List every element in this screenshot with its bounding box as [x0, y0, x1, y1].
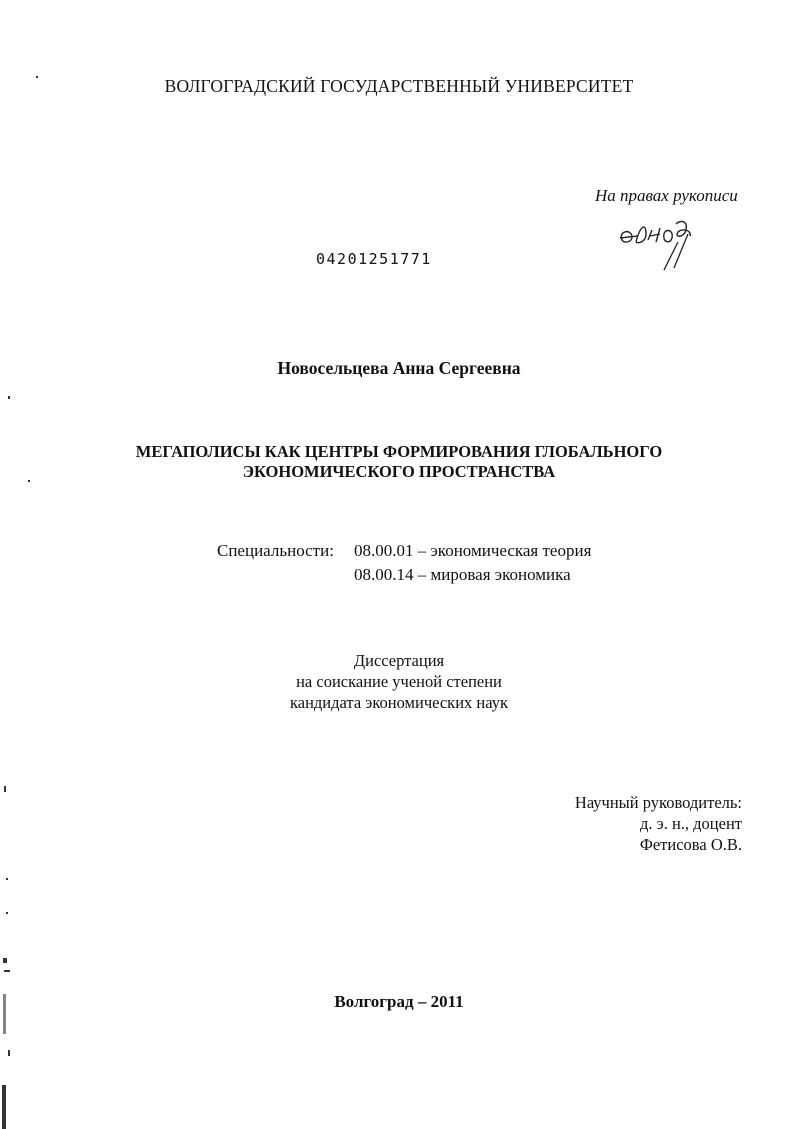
title-line-1: МЕГАПОЛИСЫ КАК ЦЕНТРЫ ФОРМИРОВАНИЯ ГЛОБАЛЬНОГО — [135, 442, 663, 461]
manuscript-note: На правах рукописи — [595, 186, 738, 205]
scan-speck — [4, 970, 10, 972]
scan-speck — [4, 786, 6, 792]
author-name: Новосельцева Анна Сергеевна — [277, 358, 521, 378]
specialty-item: 08.00.01 – экономическая теория — [354, 541, 592, 560]
scan-speck — [6, 912, 8, 914]
dissertation-title — [0, 442, 798, 482]
scan-speck — [3, 994, 6, 1034]
scan-speck — [8, 1050, 10, 1056]
stamp-number: 04201251771 — [316, 250, 432, 268]
dissertation-type — [0, 650, 798, 713]
city-year: Волгоград – 2011 — [334, 992, 464, 1011]
dissertation-line-3: кандидата экономических наук — [289, 693, 508, 712]
specialties-label: Специальности: — [217, 541, 334, 560]
advisor-name: Фетисова О.В. — [639, 835, 742, 854]
dissertation-line-2: на соискание ученой степени — [296, 672, 502, 691]
scan-speck — [3, 958, 7, 963]
advisor-degree: д. э. н., доцент — [639, 814, 742, 833]
scan-speck — [28, 480, 30, 482]
specialty-item: 08.00.14 – мировая экономика — [354, 565, 571, 584]
university-name: ВОЛГОГРАДСКИЙ ГОСУДАРСТВЕННЫЙ УНИВЕРСИТЕТ — [164, 76, 634, 96]
scan-speck — [2, 1085, 6, 1129]
title-line-2: ЭКОНОМИЧЕСКОГО ПРОСТРАНСТВА — [242, 462, 556, 481]
scan-speck — [6, 878, 8, 880]
dissertation-line-1: Диссертация — [353, 651, 445, 670]
advisor-label: Научный руководитель: — [574, 793, 742, 812]
signature — [616, 212, 706, 274]
scan-speck — [8, 396, 10, 399]
advisor-block — [440, 792, 742, 855]
scan-speck — [36, 76, 38, 78]
